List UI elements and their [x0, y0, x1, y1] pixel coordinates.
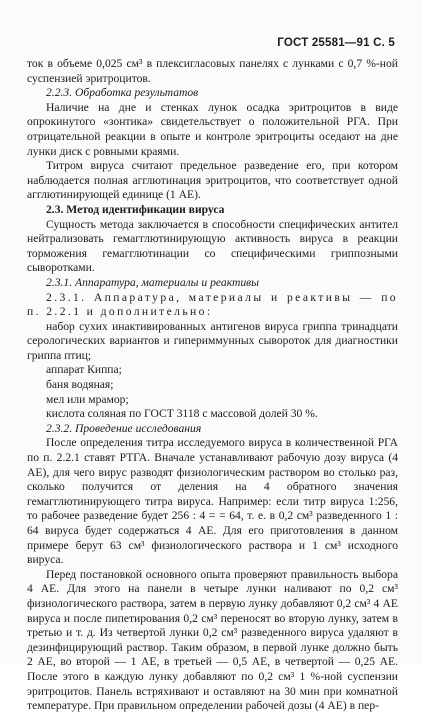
paragraph-working-dose: После определения титра исследуемого вируса в количественной РГА по п. 2.2.1 ставят РТГА. Вначале устанавливают рабочую дозу вируса (4 АЕ), для чего вирус разводят физиологическим раствором во столько раз, сколько получится от деления на 4 обратного значения гемагглютинирующего титра вируса. Например: если титр вируса 1:256, то рабочее разведение будет 256 : 4 = = 64, т. е. в 0,2 см³ разведенного 1 : 64 вируса будет содержаться 4 АЕ. Для его приготовления в данном примере берут 63 см³ физиологического раствора и 1 см³ исходного вируса.: [27, 436, 398, 567]
paragraph-equipment-ref: 2.3.1. Аппаратура, материалы и реактивы — по п. 2.2.1 и дополнительно:: [27, 290, 398, 319]
paragraph-virus-titer: Титром вируса считают предельное разведение его, при котором наблюдается полная агглютинация эритроцитов, что соответствует одной агглютинирующей единице (1 АЕ).: [27, 159, 398, 202]
section-heading-2-3-1: 2.3.1. Аппаратура, материалы и реактивы: [46, 275, 260, 289]
section-heading-2-3-2: 2.3.2. Проведение исследования: [46, 421, 202, 435]
list-item-hydrochloric-acid: кислота соляная по ГОСТ 3118 с массовой долей 30 %.: [46, 407, 318, 421]
list-item-water-bath: баня водяная;: [46, 378, 114, 392]
paragraph-antigen-set: набор сухих инактивированных антигенов вируса гриппа тринадцати серологических вариантов и гипериммунных сывороток для диагностики гриппа птиц;: [27, 319, 398, 362]
list-item-chalk-marble: мел или мрамор;: [46, 392, 129, 406]
paragraph-dose-verification: Перед постановкой основного опыта проверяют правильность выбора 4 АЕ. Для этого на панели в четыре лунки наливают по 0,2 см³ физиологического раствора, затем в первую лунку добавляют 0,2 см³ 4 АЕ вируса и после пипетирования 0,2 см³ переносят во вторую лунку, затем в третью и т. д. Из четвертой лунки 0,2 см³ разведенного вируса удаляют в дезинфицирующий раствор. Таким образом, в первой лунке должно быть 2 АЕ, во второй — 1 АЕ, в третьей — 0,5 АЕ, в четвертой — 0,25 АЕ. После этого в каждую лунку добавляют по 0,2 см³ 1 %-ной суспензии эритроцитов. Панель встряхивают и оставляют на 30 мин при комнатной температуре. При правильном определении рабочей дозы (4 АЕ) в пер-: [27, 567, 398, 713]
section-heading-2-2-3: 2.2.3. Обработка результатов: [46, 86, 199, 100]
page-header-standard: ГОСТ 25581—91 С. 5: [277, 37, 395, 49]
paragraph-results-interpretation: Наличие на дне и стенках лунок осадка эритроцитов в виде опрокинутого «зонтика» свидетельствует о положительной РГА. При отрицательной реакции в опыте и контроле эритроциты оседают на дне лунки диск с ровными краями.: [27, 100, 398, 158]
paragraph-method-essence: Сущность метода заключается в способности специфических антител нейтрализовать гемагглютинирующую активность вируса в реакции торможения гемагглютинации со специфическими гриппозными сыворотками.: [27, 217, 398, 275]
document-body: [27, 57, 398, 714]
paragraph-continuation: ток в объеме 0,025 см³ в плексигласовых панелях с лунками с 0,7 %-ной суспензией эритроцитов.: [27, 57, 398, 85]
list-item-kipp-apparatus: аппарат Киппа;: [46, 363, 122, 377]
section-heading-2-3: 2.3. Метод идентификации вируса: [46, 202, 225, 216]
